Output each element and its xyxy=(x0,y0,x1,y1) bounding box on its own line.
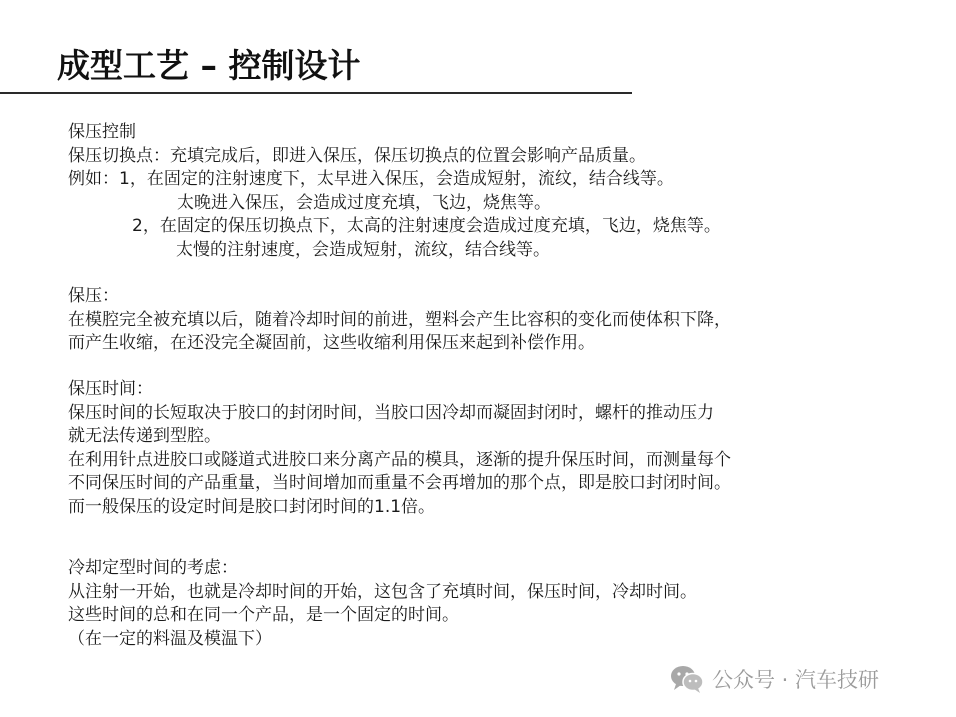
paragraph-line: 就无法传递到型腔。 xyxy=(68,426,221,446)
title-divider xyxy=(0,92,632,94)
paragraph-line: 在模腔完全被充填以后，随着冷却时间的前进，塑料会产生比容积的变化而使体积下降， xyxy=(68,309,731,330)
paragraph-line: 在利用针点进胶口或隧道式进胶口来分离产品的模具，逐渐的提升保压时间，而测量每个 xyxy=(68,449,731,470)
section-holding-pressure xyxy=(68,285,928,356)
watermark-text: 公众号 · 汽车技研 xyxy=(712,668,880,692)
page-title: 成型工艺 – 控制设计 xyxy=(57,46,361,85)
wechat-icon xyxy=(670,665,704,693)
watermark xyxy=(670,664,879,694)
paragraph-line: 太晚进入保压，会造成过度充填，飞边，烧焦等。 xyxy=(177,192,551,213)
paragraph-line: 从注射一开始，也就是冷却时间的开始，这包含了充填时间，保压时间，冷却时间。 xyxy=(68,581,697,602)
paragraph-line: （在一定的料温及模温下） xyxy=(68,628,272,649)
paragraph-line: 太慢的注射速度，会造成短射，流纹，结合线等。 xyxy=(176,239,550,260)
paragraph-line: 不同保压时间的产品重量，当时间增加而重量不会再增加的那个点，即是胶口封闭时间。 xyxy=(68,473,731,493)
paragraph-line: 保压时间的长短取决于胶口的封闭时间，当胶口因冷却而凝固封闭时，螺杆的推动压力 xyxy=(68,402,714,423)
section-heading: 保压时间： xyxy=(68,379,153,399)
paragraph-line: 例如：1，在固定的注射速度下，太早进入保压，会造成短射，流纹，结合线等。 xyxy=(68,169,674,189)
paragraph-line: 这些时间的总和在同一个产品，是一个固定的时间。 xyxy=(68,605,459,625)
section-heading: 保压控制 xyxy=(68,122,136,142)
section-heading: 保压： xyxy=(68,286,119,306)
section-holding-pressure-control xyxy=(68,121,928,262)
section-heading: 冷却定型时间的考虑： xyxy=(68,558,238,578)
paragraph-line: 2，在固定的保压切换点下，太高的注射速度会造成过度充填，飞边，烧焦等。 xyxy=(132,216,721,236)
section-holding-time xyxy=(68,378,928,519)
paragraph-line: 保压切换点：充填完成后，即进入保压，保压切换点的位置会影响产品质量。 xyxy=(68,145,646,166)
paragraph-line: 而产生收缩，在还没完全凝固前，这些收缩利用保压来起到补偿作用。 xyxy=(68,333,595,353)
section-cooling-time xyxy=(68,557,928,651)
paragraph-line: 而一般保压的设定时间是胶口封闭时间的1.1倍。 xyxy=(68,496,436,517)
